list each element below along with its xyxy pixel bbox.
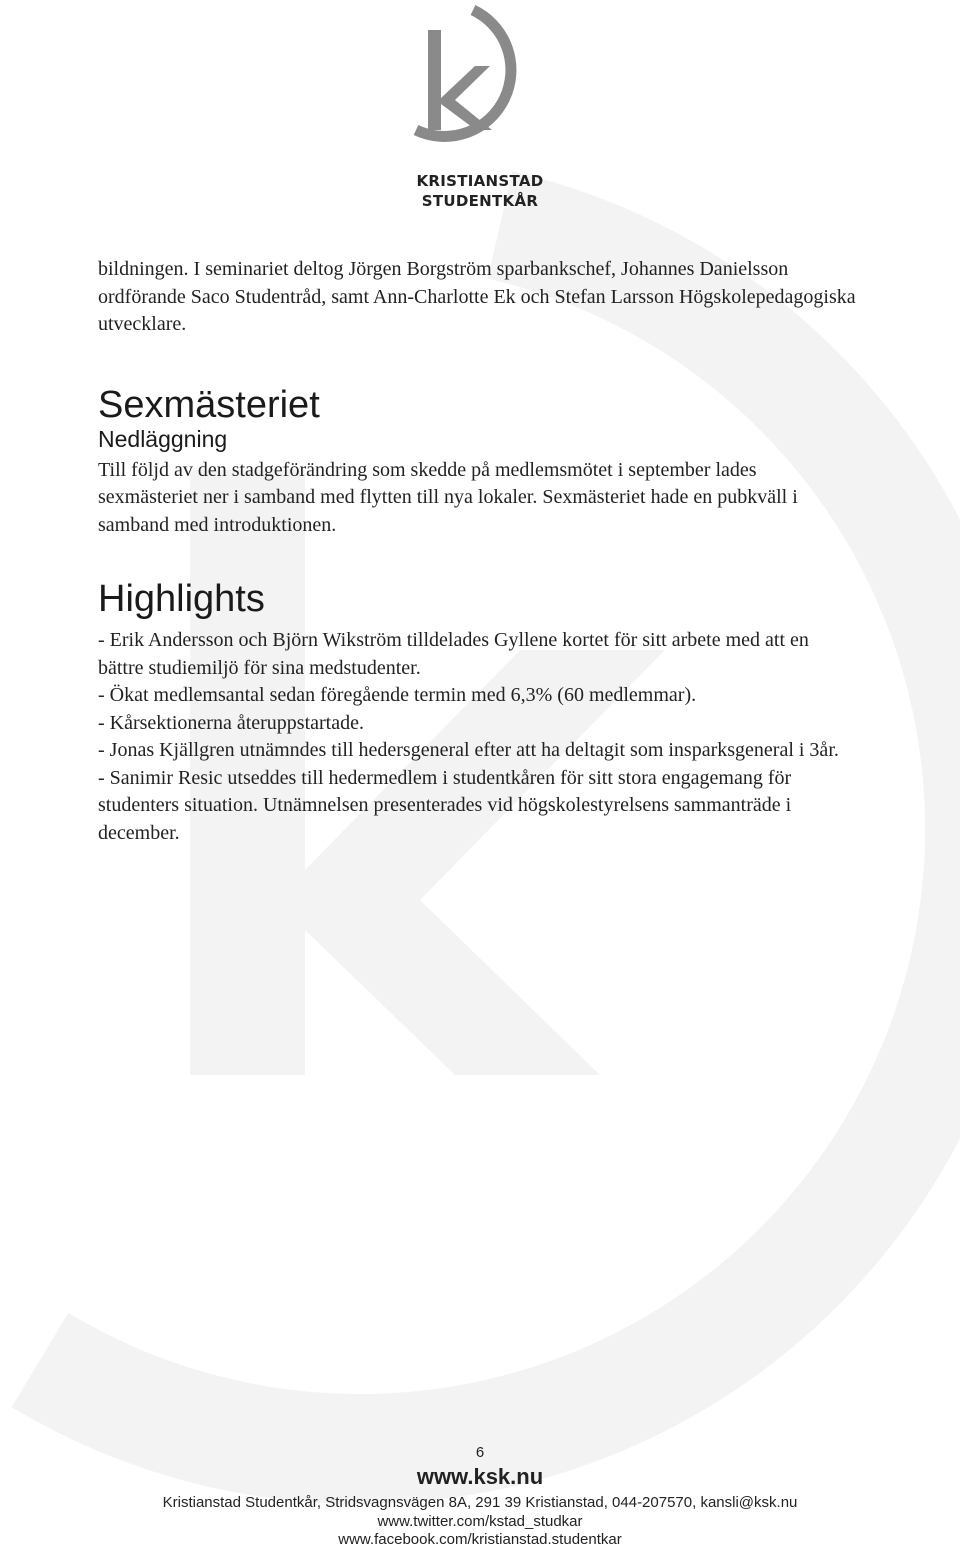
section-heading: Highlights bbox=[98, 578, 265, 620]
section-highlights bbox=[98, 577, 858, 847]
intro-paragraph: bildningen. I seminariet deltog Jörgen Borgström sparbankschef, Johannes Danielsson ordförande Saco Studentråd, samt Ann-Charlotte Ek och Stefan Larsson Högskolepedagogiska utvecklare. bbox=[98, 258, 856, 335]
document-body bbox=[98, 256, 858, 847]
section-body: Till följd av den stadgeförändring som skedde på medlemsmötet i september lades sexmästeriet ner i samband med flytten till nya lokaler. Sexmästeriet hade en pubkväll i samband med introduktionen. bbox=[98, 458, 798, 536]
section-subheading: Nedläggning bbox=[98, 425, 228, 452]
header-logo bbox=[380, 0, 580, 215]
logo-line-2: STUDENTKÅR bbox=[421, 192, 539, 210]
footer-twitter[interactable]: www.twitter.com/kstad_studkar bbox=[377, 1513, 583, 1530]
section-heading: Sexmästeriet bbox=[98, 383, 320, 426]
list-item: - Kårsektionerna återuppstartade. bbox=[98, 711, 364, 734]
footer-facebook[interactable]: www.facebook.com/kristianstad.studentkar bbox=[338, 1531, 622, 1548]
footer-website[interactable]: www.ksk.nu bbox=[416, 1464, 544, 1489]
footer-address: Kristianstad Studentkår, Stridsvagnsvägen 8A, 291 39 Kristianstad, 044-207570, kansli@ksk.nu bbox=[162, 1494, 798, 1511]
list-item: - Erik Andersson och Björn Wikström tilldelades Gyllene kortet för sitt arbete med att en bättre studiemiljö för sina medstudenter. bbox=[98, 629, 809, 679]
list-item: - Jonas Kjällgren utnämndes till hedersgeneral efter att ha deltagit som insparksgeneral i 3år. bbox=[98, 739, 839, 761]
page-number: 6 bbox=[475, 1444, 485, 1461]
logo-line-1: KRISTIANSTAD bbox=[416, 172, 544, 190]
k-logo-icon bbox=[380, 0, 580, 170]
section-sexmasteriet bbox=[98, 383, 858, 540]
list-item: - Ökat medlemsantal sedan föregående termin med 6,3% (60 medlemmar). bbox=[98, 684, 697, 706]
list-item: - Sanimir Resic utseddes till hedermedlem i studentkåren för sitt stora engagemang för studenters situation. Utnämnelsen presenterades vid högskolestyrelsens sammanträde i december. bbox=[98, 766, 792, 844]
highlights-list bbox=[98, 627, 858, 847]
